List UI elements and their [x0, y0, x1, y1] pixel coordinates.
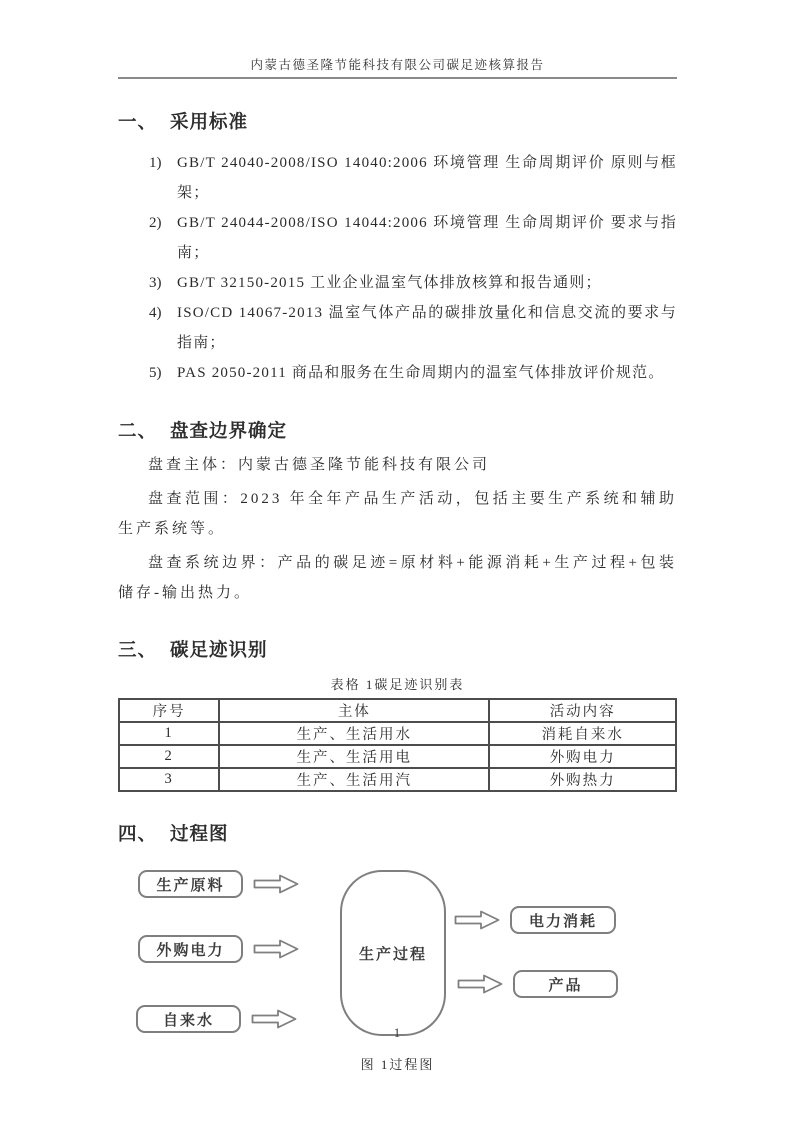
cell-subject: 生产、生活用水: [219, 722, 489, 745]
column-header: 序号: [119, 699, 219, 722]
arrow-right-icon: [454, 910, 500, 930]
section-title: 过程图: [170, 825, 229, 845]
list-marker: 5): [149, 365, 162, 381]
list-item: [118, 268, 677, 298]
input-box-purchased-electricity: 外购电力: [138, 935, 243, 963]
input-box-raw-materials: 生产原料: [138, 870, 243, 898]
cell-subject: 生产、生活用电: [219, 745, 489, 768]
cell-index: 1: [119, 722, 219, 745]
section-number: 一、: [118, 111, 158, 132]
list-item-text: GB/T 24044-2008/ISO 14044:2006 环境管理 生命周期评价 要求与指南；: [177, 215, 677, 261]
list-item: [118, 298, 677, 358]
boundary-system-paragraph: 盘查系统边界：产品的碳足迹=原材料+能源消耗+生产过程+包装储存-输出热力。: [118, 555, 677, 601]
list-item-text: GB/T 24040-2008/ISO 14040:2006 环境管理 生命周期评价 原则与框架；: [177, 155, 677, 201]
list-item-text: ISO/CD 14067-2013 温室气体产品的碳排放量化和信息交流的要求与指南；: [177, 305, 677, 351]
section-heading-2: [118, 418, 677, 444]
section-title: 碳足迹识别: [170, 641, 268, 661]
section-number: 二、: [118, 420, 158, 441]
table-header-row: [119, 699, 676, 722]
cell-activity: 消耗自来水: [489, 722, 676, 745]
boundary-scope-paragraph: 盘查范围：2023 年全年产品生产活动，包括主要生产系统和辅助生产系统等。: [118, 491, 677, 537]
content-area: [118, 55, 677, 1073]
standards-list: [118, 148, 677, 388]
column-header: 活动内容: [489, 699, 676, 722]
section-title: 采用标准: [170, 111, 249, 132]
cell-activity: 外购热力: [489, 768, 676, 791]
list-item-text: PAS 2050-2011 商品和服务在生命周期内的温室气体排放评价规范。: [177, 365, 665, 381]
section-heading-1: [118, 109, 677, 135]
table-row: [119, 768, 676, 791]
section-title: 盘查边界确定: [170, 420, 288, 441]
table-row: [119, 745, 676, 768]
section-number: 三、: [118, 641, 158, 661]
table-caption: 表格 1碳足迹识别表: [330, 677, 465, 692]
cell-subject: 生产、生活用汽: [219, 768, 489, 791]
cell-index: 2: [119, 745, 219, 768]
process-box: 生产过程: [340, 870, 446, 1036]
list-marker: 3): [149, 275, 162, 291]
figure-caption: 图 1过程图: [360, 1057, 435, 1072]
section-heading-3: [118, 638, 677, 664]
cell-index: 3: [119, 768, 219, 791]
list-item-text: GB/T 32150-2015 工业企业温室气体排放核算和报告通则；: [177, 275, 602, 291]
section-number: 四、: [118, 825, 158, 845]
column-header: 主体: [219, 699, 489, 722]
list-item: [118, 208, 677, 268]
list-marker: 2): [149, 215, 162, 231]
cell-activity: 外购电力: [489, 745, 676, 768]
list-item: [118, 358, 677, 388]
page-header-title: 内蒙古德圣隆节能科技有限公司碳足迹核算报告: [118, 55, 677, 79]
page-number: 1: [393, 1026, 401, 1040]
output-box-electricity-consumption: 电力消耗: [510, 906, 616, 934]
input-box-tap-water: 自来水: [136, 1005, 241, 1033]
output-box-product: 产品: [513, 970, 618, 998]
boundary-subject-paragraph: 盘查主体：内蒙古德圣隆节能科技有限公司: [148, 457, 491, 473]
footprint-table: [118, 698, 677, 792]
list-marker: 1): [149, 155, 162, 171]
list-marker: 4): [149, 305, 162, 321]
arrow-right-icon: [457, 974, 503, 994]
list-item: [118, 148, 677, 208]
section-heading-4: [118, 822, 677, 848]
process-flow-diagram: [118, 862, 677, 1045]
table-row: [119, 722, 676, 745]
arrow-right-icon: [253, 939, 299, 959]
arrow-right-icon: [253, 874, 299, 894]
